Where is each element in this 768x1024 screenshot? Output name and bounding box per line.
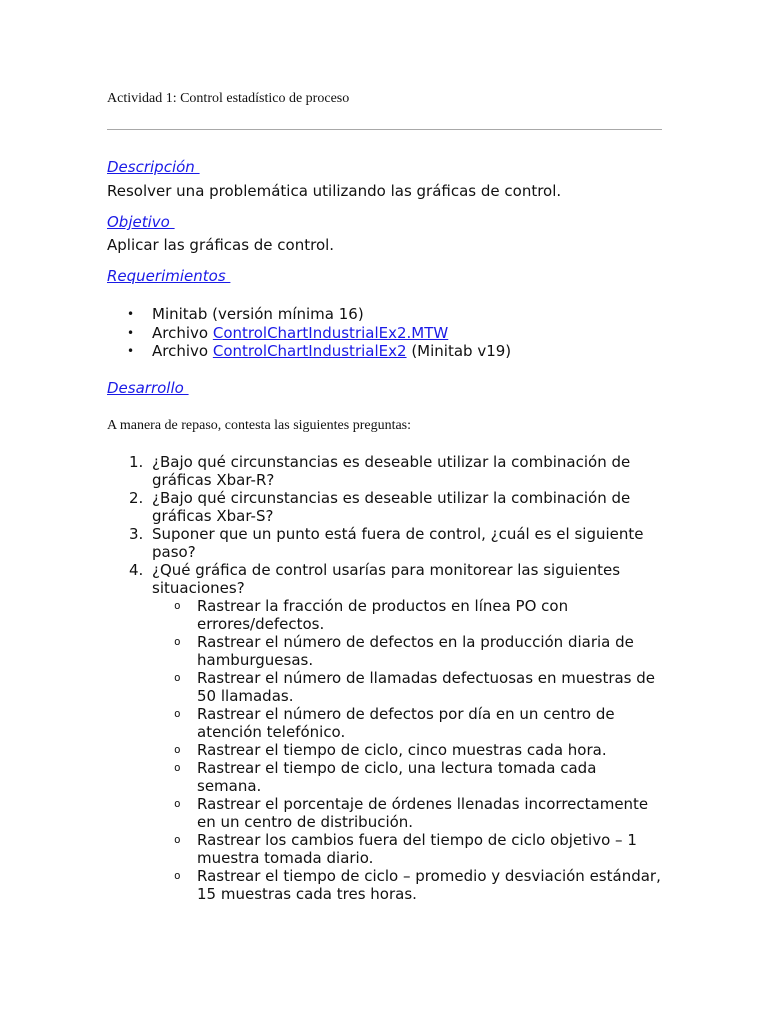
circle-bullet-icon: o [174, 599, 181, 612]
question-number: 4. [129, 561, 144, 579]
situation-text: Rastrear los cambios fuera del tiempo de ciclo objetivo – 1 muestra tomada diario. [197, 831, 637, 867]
question-text: Suponer que un punto está fuera de control, ¿cuál es el siguiente paso? [152, 525, 644, 561]
question-number: 3. [129, 525, 144, 543]
bullet-icon: • [127, 325, 135, 340]
circle-bullet-icon: o [174, 869, 181, 882]
list-item [152, 705, 662, 741]
situation-text: Rastrear el tiempo de ciclo, cinco muestras cada hora. [197, 741, 607, 759]
situation-text: Rastrear el porcentaje de órdenes llenadas incorrectamente en un centro de distribución. [197, 795, 649, 831]
questions-list [107, 453, 662, 903]
bullet-icon: • [127, 307, 135, 321]
list-item [152, 741, 662, 759]
question-text: ¿Bajo qué circunstancias es deseable utilizar la combinación de gráficas Xbar-S? [152, 489, 631, 525]
title-divider [107, 129, 662, 130]
list-item [107, 453, 662, 489]
circle-bullet-icon: o [174, 833, 181, 846]
list-item [107, 305, 511, 324]
question-number: 1. [129, 453, 144, 471]
situations-list [152, 597, 662, 903]
situation-text: Rastrear el número de defectos en la producción diaria de hamburguesas. [197, 633, 634, 669]
circle-bullet-icon: o [174, 743, 181, 756]
situation-text: Rastrear el número de defectos por día en un centro de atención telefónico. [197, 705, 615, 741]
desarrollo-intro: A manera de repaso, contesta las siguientes preguntas: [107, 418, 412, 433]
mtw-file-link[interactable]: ControlChartIndustrialEx2.MTW [212, 323, 449, 342]
list-item [152, 867, 662, 903]
list-item [107, 525, 662, 561]
descripcion-text: Resolver una problemática utilizando las gráficas de control. [107, 182, 562, 200]
situation-text: Rastrear el tiempo de ciclo – promedio y desviación estándar, 15 muestras cada tres horas. [197, 867, 661, 903]
requirement-prefix: Archivo [152, 342, 213, 360]
circle-bullet-icon: o [174, 707, 181, 720]
heading-objetivo[interactable]: Objetivo [107, 213, 175, 231]
circle-bullet-icon: o [174, 635, 181, 648]
circle-bullet-icon: o [174, 797, 181, 810]
requirement-suffix: (Minitab v19) [406, 342, 512, 360]
circle-bullet-icon: o [174, 671, 181, 684]
list-item [152, 597, 662, 633]
question-text: ¿Bajo qué circunstancias es deseable utilizar la combinación de gráficas Xbar-R? [152, 453, 631, 489]
list-item [152, 633, 662, 669]
list-item [107, 561, 662, 903]
requirements-list [107, 305, 511, 361]
list-item [152, 795, 662, 831]
heading-desarrollo[interactable]: Desarrollo [107, 379, 189, 397]
circle-bullet-icon: o [174, 761, 181, 774]
minitab-v19-file-link[interactable]: ControlChartIndustrialEx2 [212, 342, 407, 360]
document-title: Actividad 1: Control estadístico de proceso [107, 91, 350, 106]
list-item [107, 489, 662, 525]
list-item [152, 831, 662, 867]
situation-text: Rastrear el tiempo de ciclo, una lectura tomada cada semana. [197, 759, 597, 795]
bullet-icon: • [127, 344, 135, 358]
objetivo-text: Aplicar las gráficas de control. [107, 236, 335, 254]
question-number: 2. [129, 489, 144, 507]
heading-descripcion[interactable]: Descripción [107, 158, 200, 176]
requirement-text: Minitab (versión mínima 16) [152, 305, 364, 323]
situation-text: Rastrear el número de llamadas defectuosas en muestras de 50 llamadas. [197, 669, 656, 705]
situation-text: Rastrear la fracción de productos en línea PO con errores/defectos. [197, 597, 569, 633]
requirement-prefix: Archivo [152, 323, 213, 342]
question-text: ¿Qué gráfica de control usarías para monitorear las siguientes situaciones? [152, 561, 621, 597]
list-item [152, 669, 662, 705]
heading-requerimientos[interactable]: Requerimientos [107, 267, 231, 285]
list-item [107, 342, 511, 361]
list-item [107, 324, 511, 343]
list-item [152, 759, 662, 795]
